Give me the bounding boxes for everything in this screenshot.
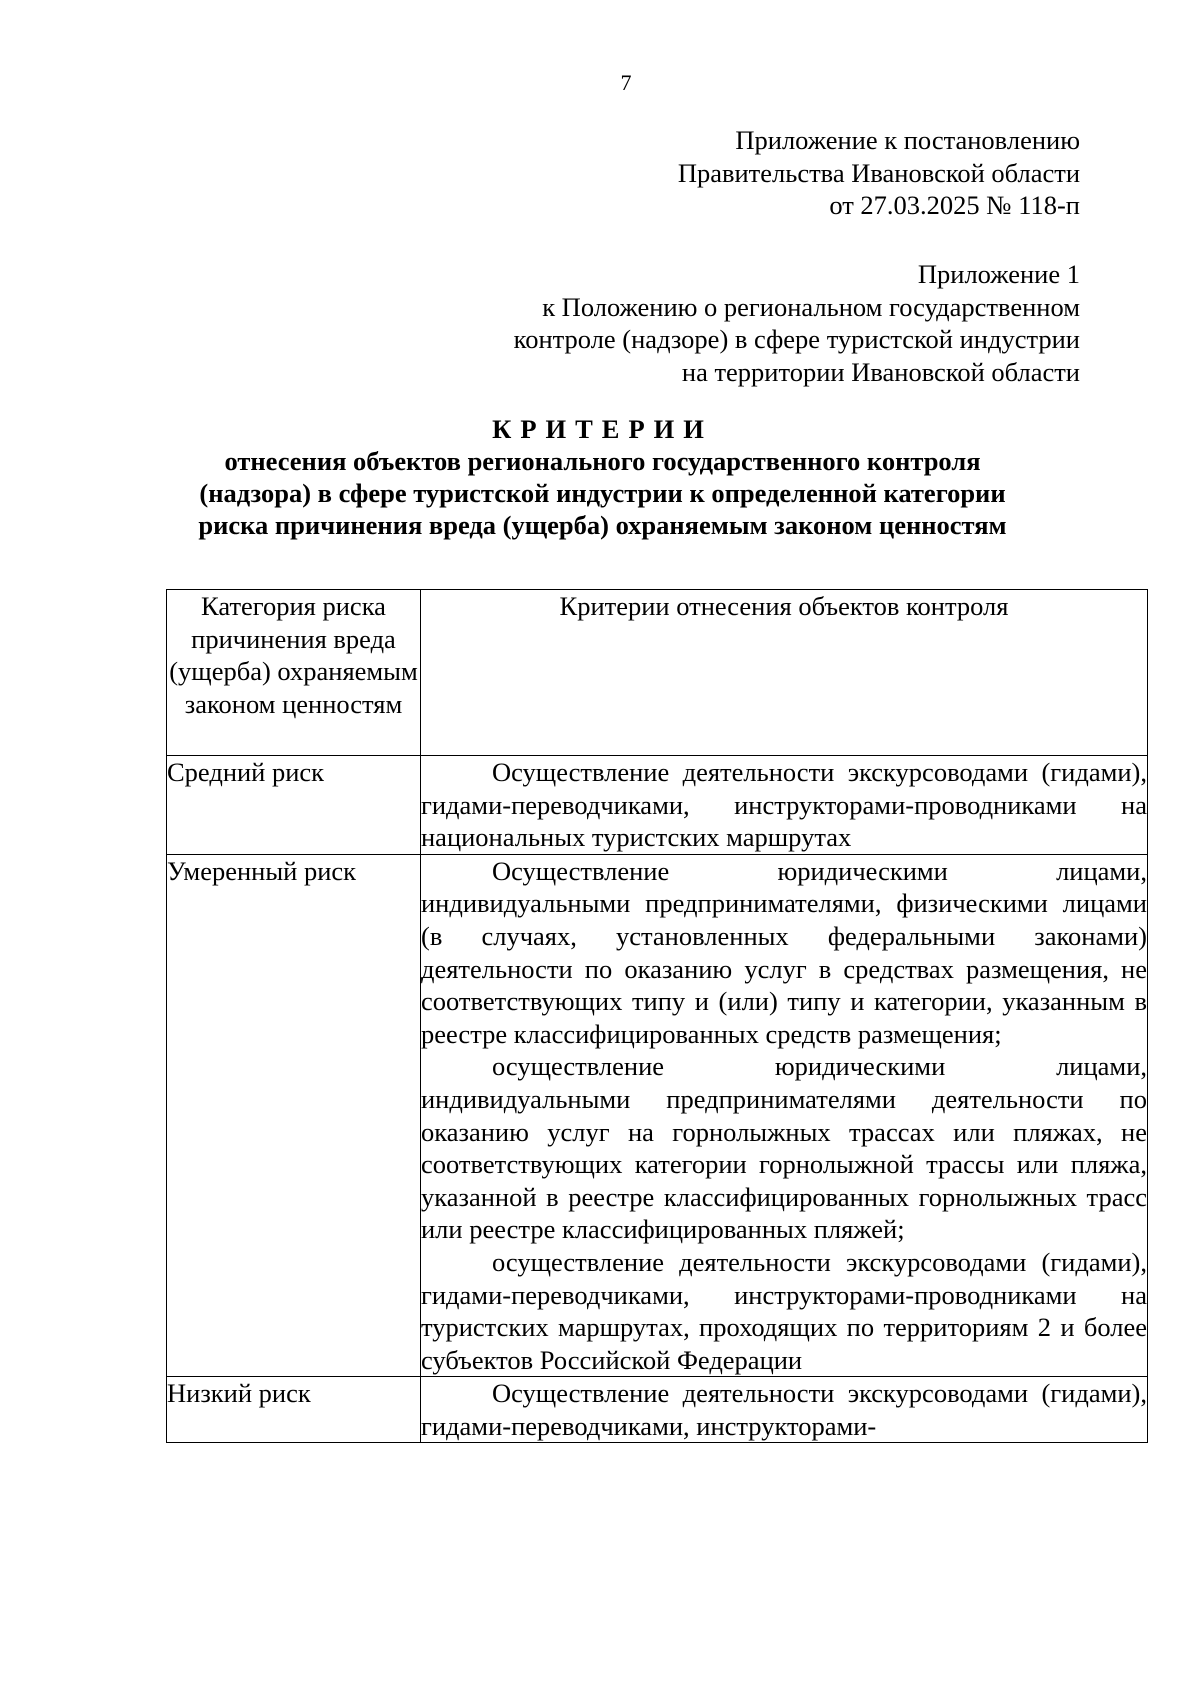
criteria-paragraph: Осуществление деятельности экскурсоводами (гидами), гидами-переводчиками, инструкторами- xyxy=(421,1378,1147,1441)
criteria-paragraph: осуществление юридическими лицами, индивидуальными предпринимателями деятельности по оказанию услуг на горнолыжных трассах или пляжах, не соответствующих категории горнолыжной трассы или пляжа, указанной в реестре классифицированных горнолыжных трасс или реестре классифицированных пляжей; xyxy=(421,1051,1147,1245)
criteria-cell xyxy=(421,854,1148,1377)
risk-category: Умеренный риск xyxy=(167,854,421,1377)
appendix-regulation-line: Приложение 1 xyxy=(917,259,1080,289)
appendix-decree-line: Правительства Ивановской области xyxy=(677,157,1080,188)
appendix-decree-header xyxy=(678,124,1080,222)
title-line: (надзора) в сфере туристской индустрии к определенной категории xyxy=(199,478,1006,508)
appendix-decree-line: от 27.03.2025 № 118-п xyxy=(829,190,1080,220)
title-line: риска причинения вреда (ущерба) охраняемым законом ценностям xyxy=(198,510,1007,540)
risk-category: Средний риск xyxy=(167,756,421,855)
appendix-decree-line: Приложение к постановлению xyxy=(735,125,1080,155)
table-row xyxy=(167,854,1148,1377)
title-caps: КРИТЕРИИ xyxy=(492,414,713,444)
criteria-paragraph: Осуществление юридическими лицами, индивидуальными предпринимателями, физическими лицами (в случаях, установленных федеральными законами) деятельности по оказанию услуг в средствах размещения, не соответствующих типу и (или) типу и категории, указанным в реестре классифицированных средств размещения; xyxy=(421,855,1147,1049)
table-row xyxy=(167,1377,1148,1443)
criteria-table xyxy=(166,589,1148,1443)
table-row xyxy=(167,756,1148,855)
criteria-cell xyxy=(421,756,1148,855)
criteria-paragraph: осуществление деятельности экскурсоводами (гидами), гидами-переводчиками, инструкторами-проводниками на туристских маршрутах, проходящих по территориям 2 и более субъектов Российской Федерации xyxy=(421,1246,1147,1375)
header-category: Категория риска причинения вреда (ущерба) охраняемым законом ценностям xyxy=(167,590,421,756)
appendix-regulation-line: на территории Ивановской области xyxy=(681,356,1080,387)
risk-category: Низкий риск xyxy=(167,1377,421,1443)
title-line: отнесения объектов регионального государственного контроля xyxy=(224,446,981,476)
appendix-regulation-header xyxy=(514,258,1080,388)
table-header-row xyxy=(167,590,1148,756)
appendix-regulation-line: контроле (надзоре) в сфере туристской индустрии xyxy=(513,324,1080,354)
document-title xyxy=(150,413,1055,541)
criteria-paragraph: Осуществление деятельности экскурсоводами (гидами), гидами-переводчиками, инструкторами-проводниками на национальных туристских маршрутах xyxy=(421,757,1147,853)
page-number: 7 xyxy=(620,70,632,95)
header-criteria: Критерии отнесения объектов контроля xyxy=(421,590,1148,756)
criteria-cell xyxy=(421,1377,1148,1443)
appendix-regulation-line: к Положению о региональном государственном xyxy=(542,291,1080,322)
